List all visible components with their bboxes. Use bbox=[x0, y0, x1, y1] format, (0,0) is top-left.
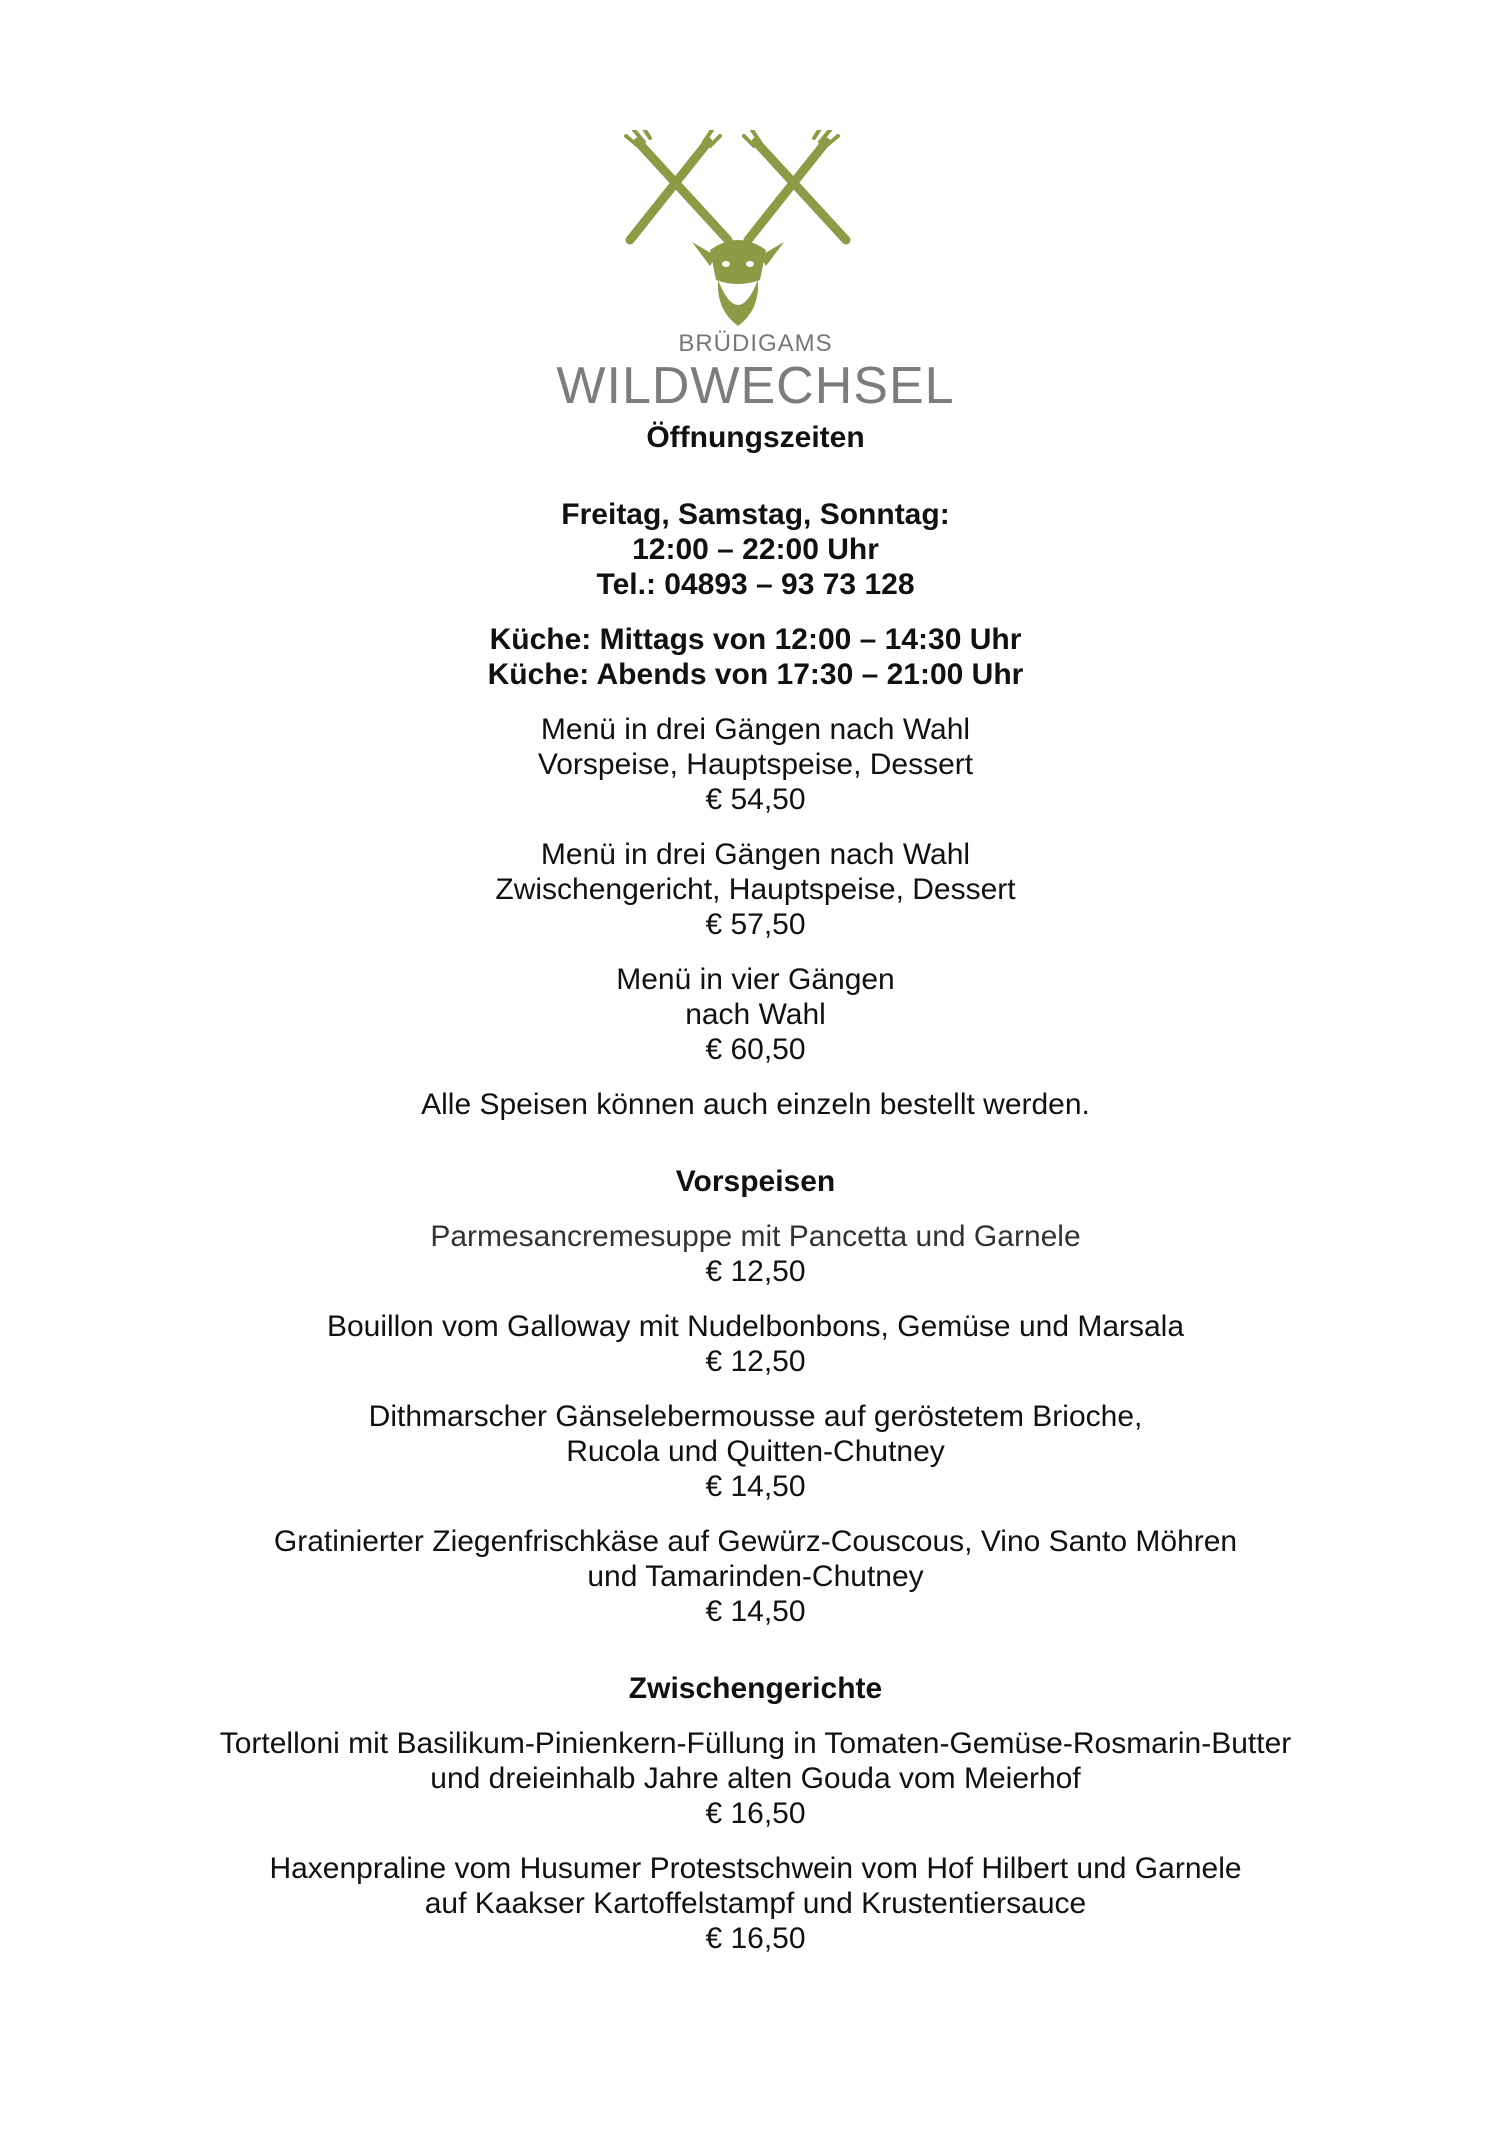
menu-offer bbox=[0, 712, 1511, 817]
dish bbox=[0, 1309, 1511, 1379]
kitchen-lunch-hours: Küche: Mittags von 12:00 – 14:30 Uhr bbox=[489, 623, 1022, 656]
menu-offer-price: € 57,50 bbox=[705, 908, 806, 941]
stag-cutlery-icon bbox=[560, 130, 920, 330]
dish-description: Rucola und Quitten-Chutney bbox=[566, 1435, 945, 1468]
menu-offer-detail: Vorspeise, Hauptspeise, Dessert bbox=[537, 748, 974, 781]
dish bbox=[0, 1851, 1511, 1956]
dish-description: Bouillon vom Galloway mit Nudelbonbons, Gemüse und Marsala bbox=[326, 1310, 1185, 1343]
menu-document bbox=[0, 420, 1511, 1956]
kitchen-dinner-hours: Küche: Abends von 17:30 – 21:00 Uhr bbox=[487, 658, 1024, 691]
dish-description: Haxenpraline vom Husumer Protestschwein vom Hof Hilbert und Garnele bbox=[269, 1852, 1242, 1885]
dish-description: und Tamarinden-Chutney bbox=[587, 1560, 924, 1593]
dish bbox=[0, 1219, 1511, 1289]
menu-offer-title: Menü in vier Gängen bbox=[616, 963, 895, 996]
opening-days: Freitag, Samstag, Sonntag: bbox=[561, 498, 950, 531]
menu-offer-title: Menü in drei Gängen nach Wahl bbox=[540, 838, 971, 871]
opening-time: 12:00 – 22:00 Uhr bbox=[632, 533, 879, 566]
dish-price: € 12,50 bbox=[705, 1255, 806, 1288]
dish-price: € 14,50 bbox=[705, 1595, 806, 1628]
dish-description: Tortelloni mit Basilikum-Pinienkern-Füllung in Tomaten-Gemüse-Rosmarin-Butter bbox=[219, 1727, 1292, 1760]
section-title-zwischengerichte: Zwischengerichte bbox=[628, 1672, 883, 1705]
menu-offer-title: Menü in drei Gängen nach Wahl bbox=[540, 713, 971, 746]
menu-offer-detail: Zwischengericht, Hauptspeise, Dessert bbox=[495, 873, 1016, 906]
single-order-note: Alle Speisen können auch einzeln bestellt werden. bbox=[421, 1088, 1090, 1121]
dish-price: € 16,50 bbox=[705, 1922, 806, 1955]
menu-offer-price: € 60,50 bbox=[705, 1033, 806, 1066]
menu-offer-detail: nach Wahl bbox=[685, 998, 826, 1031]
dish-price: € 16,50 bbox=[705, 1797, 806, 1830]
hours-title: Öffnungszeiten bbox=[646, 421, 865, 454]
menu-offer bbox=[0, 837, 1511, 942]
dish bbox=[0, 1399, 1511, 1504]
brand-subtitle: BRÜDIGAMS bbox=[678, 330, 833, 357]
dish bbox=[0, 1524, 1511, 1629]
phone-number: Tel.: 04893 – 93 73 128 bbox=[596, 568, 915, 601]
brand-title: WILDWECHSEL bbox=[556, 357, 955, 415]
dish-description: Parmesancremesuppe mit Pancetta und Garnele bbox=[430, 1220, 1081, 1253]
dish-description: und dreieinhalb Jahre alten Gouda vom Meierhof bbox=[430, 1762, 1081, 1795]
section-title-vorspeisen: Vorspeisen bbox=[675, 1165, 836, 1198]
dish-description: Dithmarscher Gänselebermousse auf geröstetem Brioche, bbox=[368, 1400, 1143, 1433]
dish-price: € 12,50 bbox=[705, 1345, 806, 1378]
dish-description: Gratinierter Ziegenfrischkäse auf Gewürz-Couscous, Vino Santo Möhren bbox=[273, 1525, 1238, 1558]
dish-description: auf Kaakser Kartoffelstampf und Krustentiersauce bbox=[424, 1887, 1087, 1920]
menu-offer bbox=[0, 962, 1511, 1067]
dish bbox=[0, 1726, 1511, 1831]
dish-price: € 14,50 bbox=[705, 1470, 806, 1503]
menu-offer-price: € 54,50 bbox=[705, 783, 806, 816]
